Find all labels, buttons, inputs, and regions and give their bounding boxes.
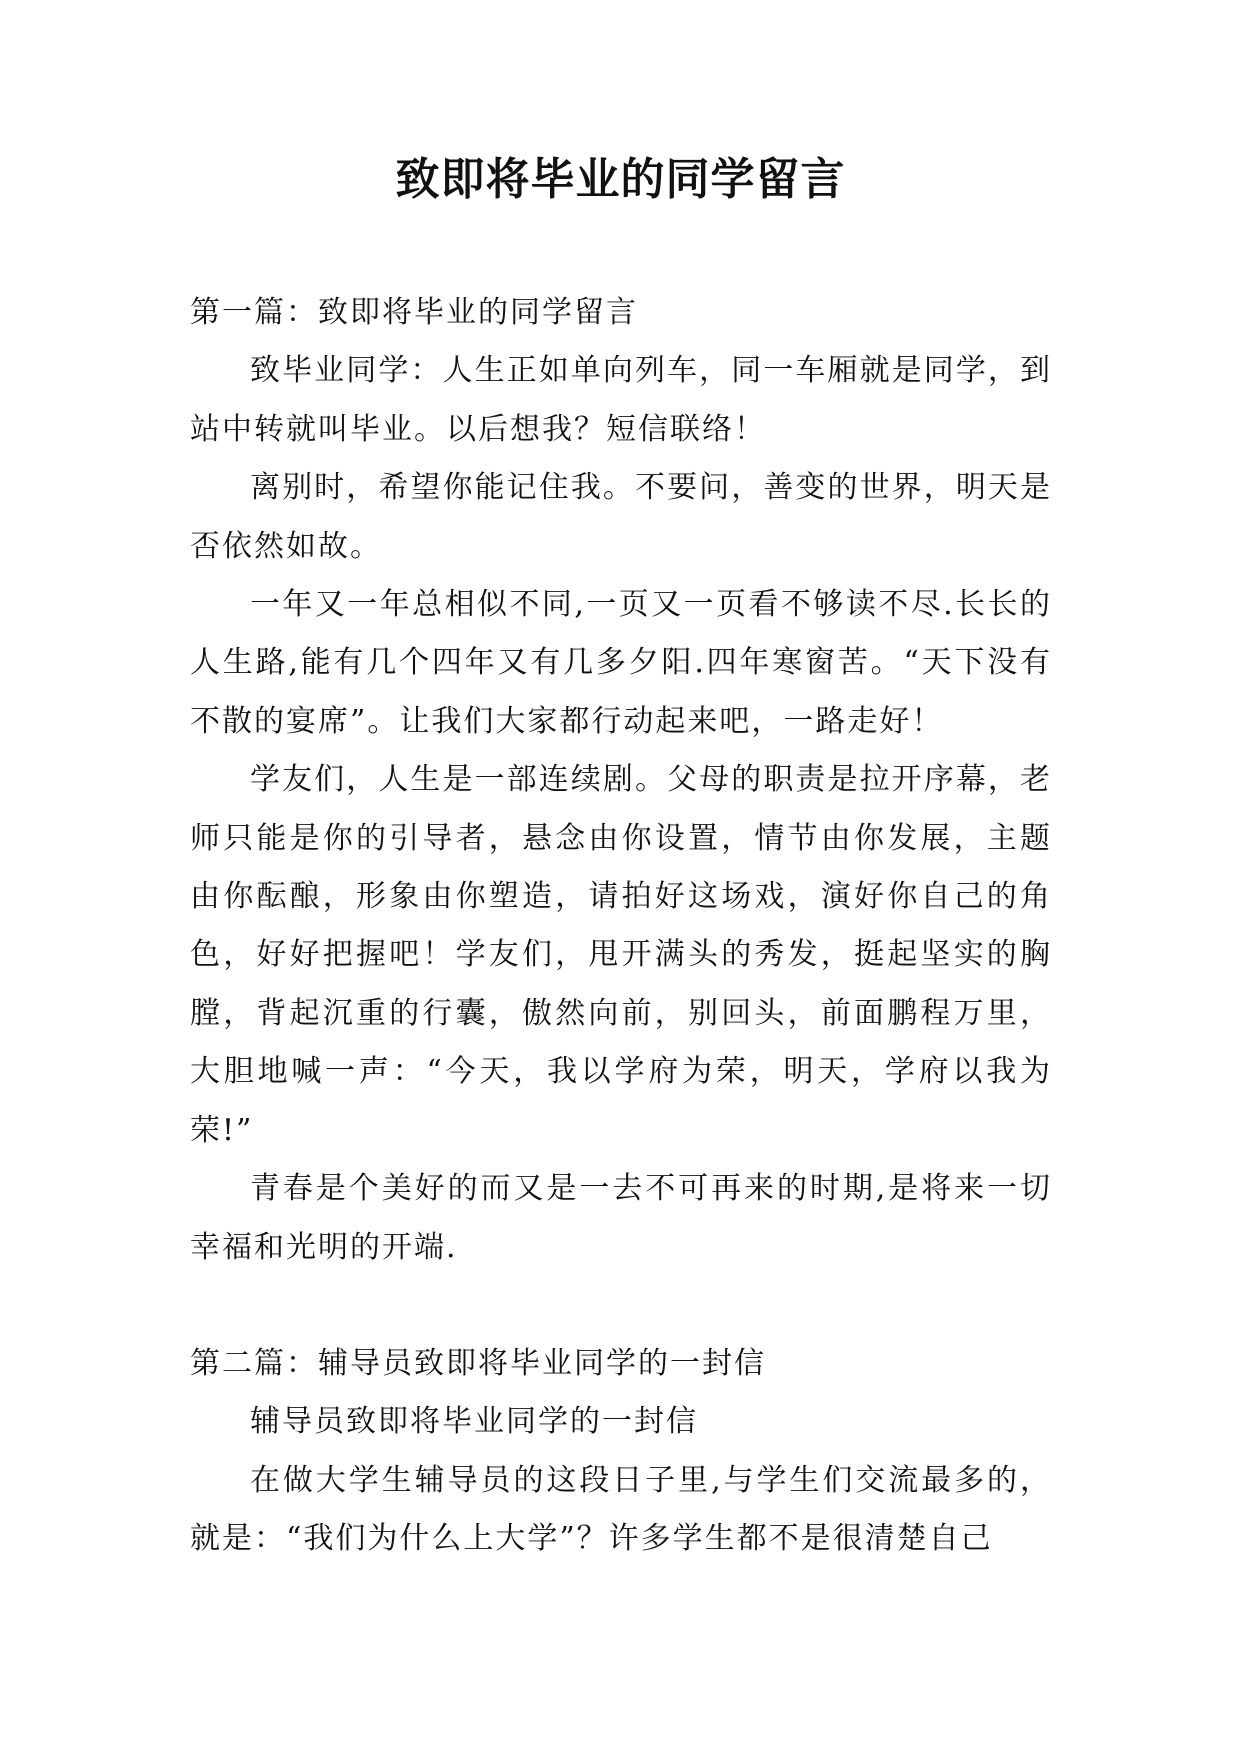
paragraph: 在做大学生辅导员的这段日子里,与学生们交流最多的，就是：“我们为什么上大学”？许多学生都不是很清楚自己	[190, 1462, 1052, 1557]
paragraph: 辅导员致即将毕业同学的一封信	[250, 1404, 698, 1440]
paragraph: 青春是个美好的而又是一去不可再来的时期,是将来一切幸福和光明的开端.	[190, 1171, 1052, 1265]
paragraph: 学友们，人生是一部连续剧。父母的职责是拉开序幕，老师只能是你的引导者，悬念由你设置，情节由你发展，主题由你酝酿，形象由你塑造，请拍好这场戏，演好你自己的角色，好好把握吧！学友们，甩开满头的秀发，挺起坚实的胸膛，背起沉重的行囊，傲然向前，别回头，前面鹏程万里，大胆地喊一声：“今天，我以学府为荣，明天，学府以我为荣!”	[190, 762, 1052, 1148]
section-heading: 第一篇：致即将毕业的同学留言	[190, 295, 638, 330]
section-spacer	[190, 1277, 1052, 1335]
document-title: 致即将毕业的同学留言	[395, 154, 846, 205]
paragraph: 一年又一年总相似不同,一页又一页看不够读不尽.长长的人生路,能有几个四年又有几多夕阳.四年寒窗苦。“天下没有不散的宴席”。让我们大家都行动起来吧，一路走好！	[190, 587, 1052, 739]
paragraph: 致毕业同学：人生正如单向列车，同一车厢就是同学，到站中转就叫毕业。以后想我？短信联络！	[190, 353, 1052, 447]
paragraph: 离别时，希望你能记住我。不要问，善变的世界，明天是否依然如故。	[190, 470, 1052, 564]
section-heading: 第二篇：辅导员致即将毕业同学的一封信	[190, 1345, 766, 1381]
document-body	[190, 284, 1052, 1569]
